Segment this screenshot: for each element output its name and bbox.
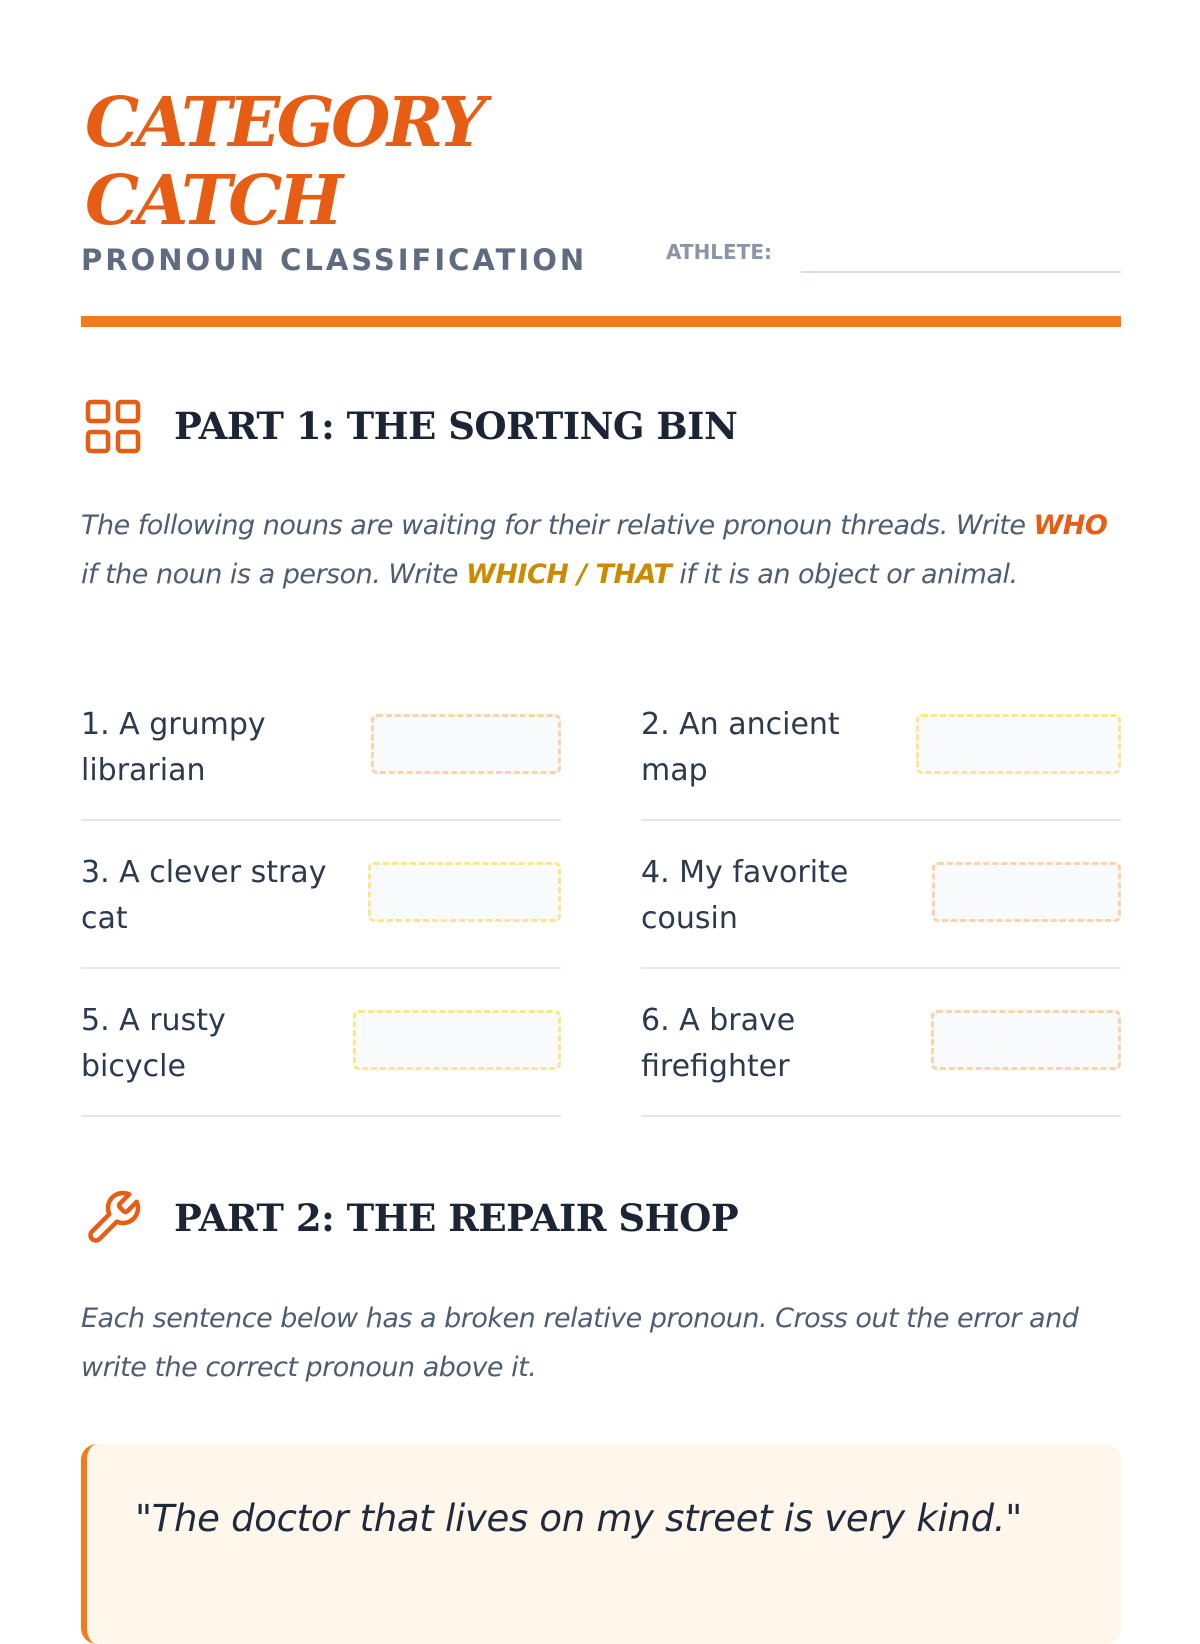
noun-line-1: 2. An ancient <box>641 707 840 742</box>
part1-instructions <box>81 501 1121 599</box>
repair-sentence[interactable]: "The doctor that lives on my street is very kind." <box>135 1497 1022 1540</box>
grid-icon <box>83 397 143 457</box>
noun-line-1: 6. A brave <box>641 1003 796 1038</box>
noun-line-1: 1. A grumpy <box>81 707 266 742</box>
sentence-card <box>81 1444 1121 1644</box>
athlete-label: ATHLETE: <box>666 240 773 264</box>
noun-line-2: bicycle <box>81 1049 186 1084</box>
title-line-1: CATEGORY <box>85 83 483 163</box>
noun-line-1: 3. A clever stray <box>81 855 327 890</box>
noun-line-2: firefighter <box>641 1049 790 1084</box>
noun-line-1: 5. A rusty <box>81 1003 226 1038</box>
answer-box[interactable] <box>931 1010 1121 1070</box>
instructions-text-3: if it is an object or animal. <box>671 559 1018 590</box>
worksheet-subtitle: PRONOUN CLASSIFICATION <box>81 243 588 277</box>
sorting-item <box>81 702 561 821</box>
answer-box[interactable] <box>916 714 1121 774</box>
noun-prompt <box>641 998 795 1090</box>
noun-prompt <box>81 702 266 794</box>
sorting-item <box>641 998 1121 1117</box>
noun-line-2: cat <box>81 901 128 936</box>
title-line-2: CATCH <box>85 161 340 241</box>
part2-title: PART 2: THE REPAIR SHOP <box>174 1196 739 1240</box>
sorting-item <box>641 702 1121 821</box>
sorting-item <box>81 998 561 1117</box>
sorting-item <box>81 850 561 969</box>
part1-title: PART 1: THE SORTING BIN <box>174 404 738 448</box>
part2-instructions: Each sentence below has a broken relative pronoun. Cross out the error and write the correct pronoun above it. <box>81 1303 1079 1383</box>
sorting-item <box>641 850 1121 969</box>
noun-line-1: 4. My favorite <box>641 855 849 890</box>
athlete-name-line[interactable] <box>801 271 1121 273</box>
answer-box[interactable] <box>353 1010 561 1070</box>
instructions-text-2: if the noun is a person. Write <box>81 559 467 590</box>
instructions-text-1: The following nouns are waiting for their relative pronoun threads. Write <box>81 510 1034 541</box>
noun-line-2: librarian <box>81 753 206 788</box>
answer-box[interactable] <box>932 862 1121 922</box>
noun-line-2: map <box>641 753 708 788</box>
noun-prompt <box>641 850 848 942</box>
noun-prompt <box>81 850 326 942</box>
who-keyword: WHO <box>1033 510 1108 541</box>
noun-prompt <box>81 998 226 1090</box>
header-divider <box>81 316 1121 327</box>
noun-prompt <box>641 702 840 794</box>
which-that-keyword: WHICH / THAT <box>466 559 672 590</box>
noun-line-2: cousin <box>641 901 738 936</box>
wrench-icon <box>83 1188 143 1248</box>
worksheet-title <box>85 84 483 240</box>
answer-box[interactable] <box>368 862 561 922</box>
answer-box[interactable] <box>371 714 561 774</box>
